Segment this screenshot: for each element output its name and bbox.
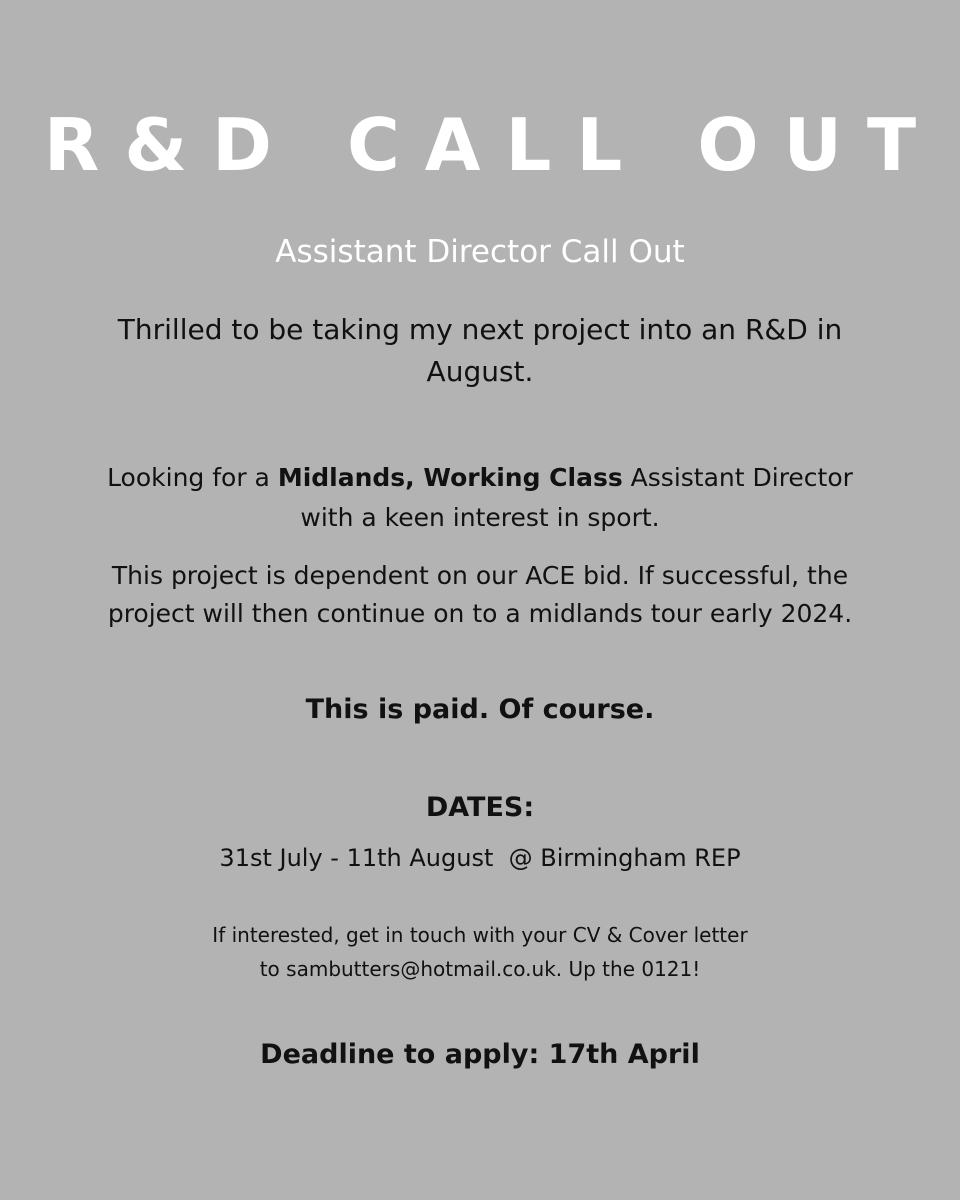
contact-line-1: If interested, get in touch with your CV & Cover letter — [212, 923, 748, 947]
looking-prefix: Looking for a — [107, 463, 278, 492]
dates-heading: DATES: — [425, 792, 535, 823]
poster-subtitle: Assistant Director Call Out — [275, 234, 685, 270]
contact-text — [140, 918, 820, 986]
dependency-text: This project is dependent on our ACE bid. If successful, the project will then continue on to a midlands tour early 2024. — [107, 561, 853, 628]
looking-emphasis: Midlands, Working Class — [277, 463, 623, 492]
paid-statement: This is paid. Of course. — [305, 694, 655, 725]
intro-text: Thrilled to be taking my next project into an R&D in August. — [117, 313, 843, 388]
dates-text: 31st July - 11th August @ Birmingham REP — [219, 844, 741, 872]
dates-value — [0, 838, 960, 878]
looking-for-text — [80, 458, 880, 538]
poster-title: R&D CALL OUT — [43, 103, 942, 187]
looking-suffix: Assistant Director with a keen interest in sport. — [300, 463, 853, 532]
deadline-text: Deadline to apply: 17th April — [260, 1039, 700, 1070]
contact-line-2: to sambutters@hotmail.co.uk. Up the 0121! — [259, 957, 701, 981]
